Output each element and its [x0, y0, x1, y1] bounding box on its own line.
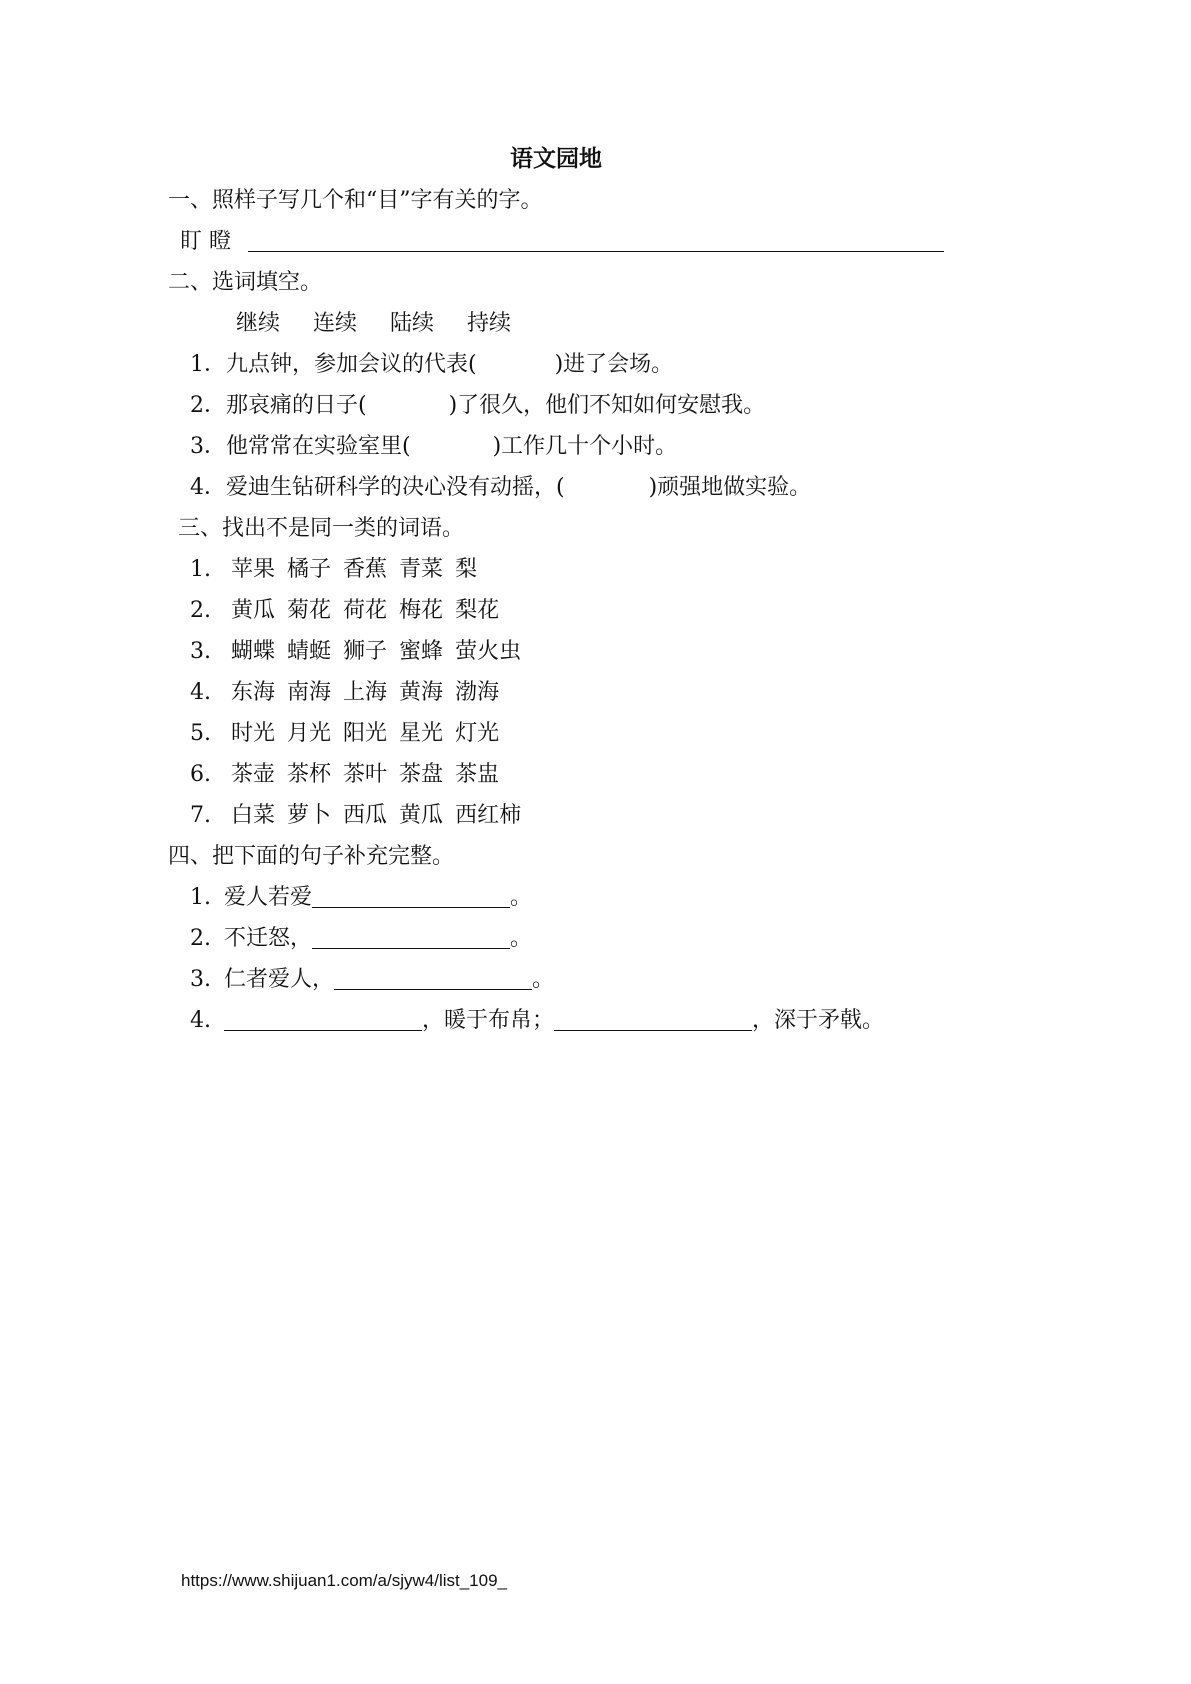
item-number: 4.: [190, 1008, 211, 1033]
word-group: [190, 678, 527, 708]
word: 蜻蜓: [287, 639, 332, 664]
item-text-before: 他常常在实验室里(: [226, 434, 411, 459]
item-number: 7.: [190, 803, 211, 828]
word: 橘子: [287, 557, 332, 582]
word-group: [190, 760, 527, 790]
word: 灯光: [455, 721, 500, 746]
item-number: 4.: [190, 680, 211, 705]
section1-answer-line[interactable]: [248, 229, 944, 252]
word: 南海: [287, 680, 332, 705]
answer-line[interactable]: [554, 1008, 752, 1031]
word: 茶杯: [287, 762, 332, 787]
section2-heading: 二、选词填空。: [168, 270, 323, 295]
fill-item: [190, 473, 811, 503]
section1-example: 盯 瞪: [180, 229, 231, 254]
section1-heading: 一、照样子写几个和“目”字有关的字。: [168, 188, 543, 213]
complete-item: [190, 965, 554, 995]
answer-line[interactable]: [312, 926, 510, 949]
item-number: 3．: [190, 434, 226, 459]
word: 黄海: [399, 680, 444, 705]
item-number: 1.: [190, 885, 211, 910]
item-number: 1.: [190, 557, 211, 582]
word-option: 持续: [467, 311, 512, 336]
word: 东海: [231, 680, 276, 705]
section3-heading: 三、找出不是同一类的词语。: [178, 516, 465, 541]
complete-item: [190, 924, 532, 954]
fill-item: [190, 391, 765, 421]
item-number: 1．: [190, 352, 226, 377]
item-number: 3.: [190, 639, 211, 664]
item-number: 2．: [190, 393, 226, 418]
word: 梨花: [455, 598, 500, 623]
item-text-after: )进了会场。: [554, 352, 674, 377]
word-group: [190, 596, 527, 626]
word: 荷花: [343, 598, 388, 623]
word: 青菜: [399, 557, 444, 582]
word: 阳光: [343, 721, 388, 746]
word-options: [236, 309, 537, 339]
word: 星光: [399, 721, 444, 746]
word-group: [190, 801, 549, 831]
word: 香蕉: [343, 557, 388, 582]
word: 西瓜: [343, 803, 388, 828]
item-text-after: )工作几十个小时。: [492, 434, 678, 459]
word: 黄瓜: [399, 803, 444, 828]
word: 茶叶: [343, 762, 388, 787]
word: 菊花: [287, 598, 332, 623]
section1-answer-row: [180, 227, 944, 257]
word: 梨: [455, 557, 478, 582]
item-number: 5.: [190, 721, 211, 746]
section4-heading: 四、把下面的句子补充完整。: [168, 844, 455, 869]
word-group: [190, 719, 527, 749]
item-text-after: ，深于矛戟。: [752, 1008, 885, 1033]
fill-item: [190, 432, 677, 462]
item-text-after: 。: [510, 885, 533, 910]
word: 月光: [287, 721, 332, 746]
item-number: 2.: [190, 926, 211, 951]
word: 茶盅: [455, 762, 500, 787]
item-number: 4．: [190, 475, 226, 500]
footer-url: https://www.shijuan1.com/a/sjyw4/list_109_: [181, 1571, 507, 1590]
word: 蝴蝶: [231, 639, 276, 664]
word: 上海: [343, 680, 388, 705]
word-option: 继续: [236, 311, 281, 336]
word: 茶壶: [231, 762, 276, 787]
item-text-before: 不迁怒，: [224, 926, 313, 951]
word: 萝卜: [287, 803, 332, 828]
word: 蜜蜂: [399, 639, 444, 664]
word: 苹果: [231, 557, 276, 582]
word: 时光: [231, 721, 276, 746]
word: 狮子: [343, 639, 388, 664]
answer-line[interactable]: [224, 1008, 422, 1031]
fill-item: [190, 350, 673, 380]
item-text-before: 九点钟，参加会议的代表(: [226, 352, 477, 377]
word: 梅花: [399, 598, 444, 623]
item-number: 6.: [190, 762, 211, 787]
item-text-after: )顽强地做实验。: [648, 475, 812, 500]
item-number: 2.: [190, 598, 211, 623]
answer-line[interactable]: [334, 967, 532, 990]
item-text-before: 爱人若爱: [224, 885, 313, 910]
item-text-middle: ，暖于布帛；: [422, 1008, 555, 1033]
answer-line[interactable]: [312, 885, 510, 908]
item-text-after: 。: [510, 926, 533, 951]
word-option: 陆续: [390, 311, 435, 336]
item-text-after: )了很久，他们不知如何安慰我。: [448, 393, 766, 418]
item-number: 3.: [190, 967, 211, 992]
page-title: 语文园地: [510, 145, 602, 172]
complete-item: [190, 1006, 884, 1036]
word: 白菜: [231, 803, 276, 828]
item-text-before: 那哀痛的日子(: [226, 393, 367, 418]
word: 西红柿: [455, 803, 522, 828]
word: 萤火虫: [455, 639, 522, 664]
item-text-before: 仁者爱人，: [224, 967, 335, 992]
word-group: [190, 637, 549, 667]
item-text-after: 。: [532, 967, 555, 992]
word: 渤海: [455, 680, 500, 705]
word-group: [190, 555, 505, 585]
complete-item: [190, 883, 532, 913]
word: 黄瓜: [231, 598, 276, 623]
word: 茶盘: [399, 762, 444, 787]
word-option: 连续: [313, 311, 358, 336]
item-text-before: 爱迪生钻研科学的决心没有动摇，(: [226, 475, 565, 500]
